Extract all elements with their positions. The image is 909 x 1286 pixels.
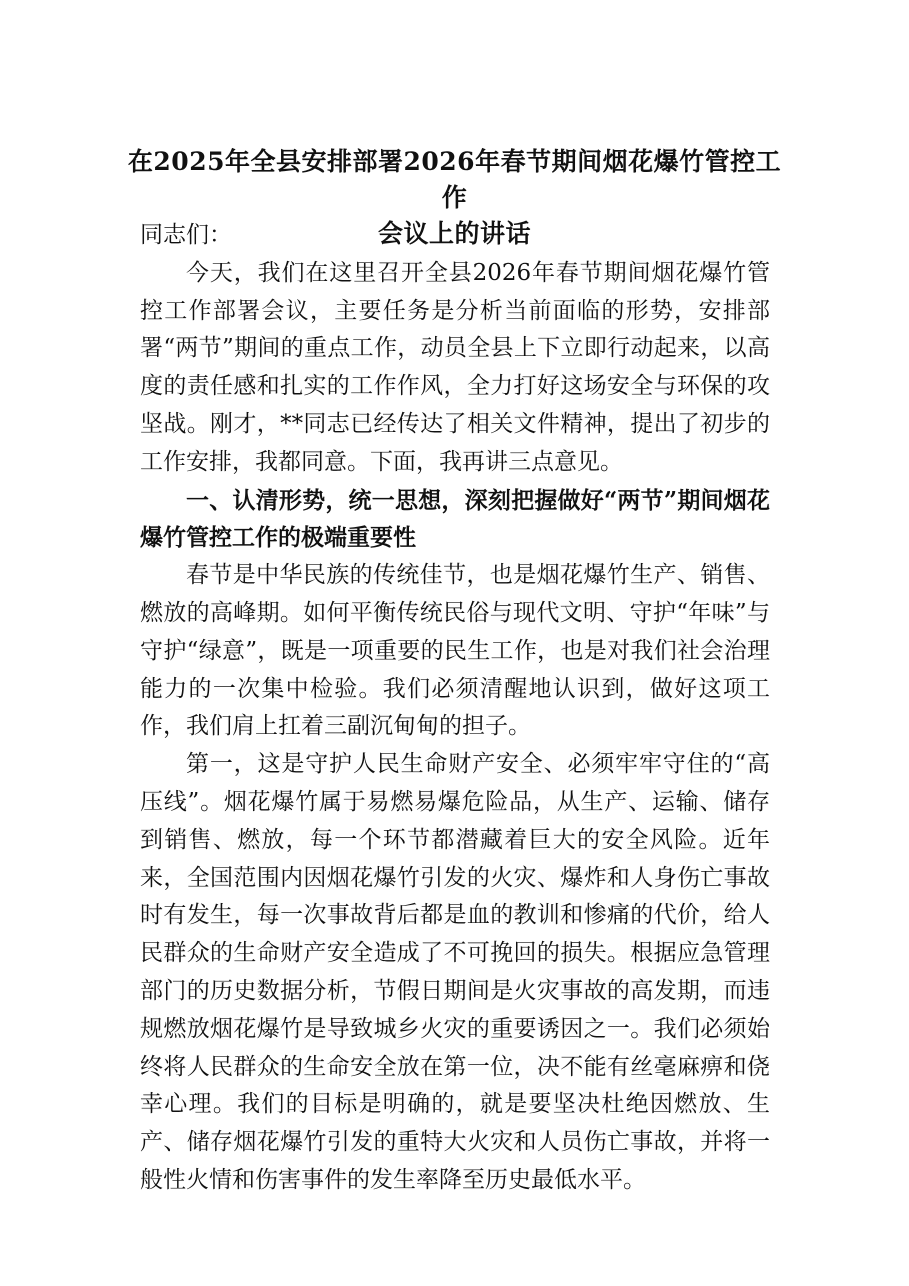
paragraph-first-point: 第一，这是守护人民生命财产安全、必须牢牢守住的“高压线”。烟花爆竹属于易燃易爆危险品，从生产、运输、储存到销售、燃放，每一个环节都潜藏着巨大的安全风险。近年来，全国范围内因烟花爆竹引发的火灾、爆炸和人身伤亡事故时有发生，每一次事故背后都是血的教训和惨痛的代价，给人民群众的生命财产安全造成了不可挽回的损失。根据应急管理部门的历史数据分析，节假日期间是火灾事故的高发期，而违规燃放烟花爆竹是导致城乡火灾的重要诱因之一。我们必须始终将人民群众的生命安全放在第一位，决不能有丝毫麻痹和侥幸心理。我们的目标是明确的，就是要坚决杜绝因燃放、生产、储存烟花爆竹引发的重特大火灾和人员伤亡事故，并将一般性火情和伤害事件的发生率降至历史最低水平。 [140,751,770,1193]
paragraph-festival: 春节是中华民族的传统佳节，也是烟花爆竹生产、销售、燃放的高峰期。如何平衡传统民俗与现代文明、守护“年味”与守护“绿意”，既是一项重要的民生工作，也是对我们社会治理能力的一次集中检验。我们必须清醒地认识到，做好这项工作，我们肩上扛着三副沉甸甸的担子。 [140,562,770,740]
document-body [140,217,770,1200]
section-heading-1: 一、认清形势，统一思想，深刻把握做好“两节”期间烟花爆竹管控工作的极端重要性 [140,486,770,552]
title-line-2: 会议上的讲话 [377,219,531,248]
paragraph-intro: 今天，我们在这里召开全县2026年春节期间烟花爆竹管控工作部署会议，主要任务是分析当前面临的形势，安排部署“两节”期间的重点工作，动员全县上下立即行动起来，以高度的责任感和扎实的工作作风，全力打好这场安全与环保的攻坚战。刚才，**同志已经传达了相关文件精神，提出了初步的工作安排，我都同意。下面，我再讲三点意见。 [140,259,770,475]
title-line-1: 在2025年全县安排部署2026年春节期间烟花爆竹管控工作 [127,147,782,212]
salutation: 同志们： [140,222,232,248]
